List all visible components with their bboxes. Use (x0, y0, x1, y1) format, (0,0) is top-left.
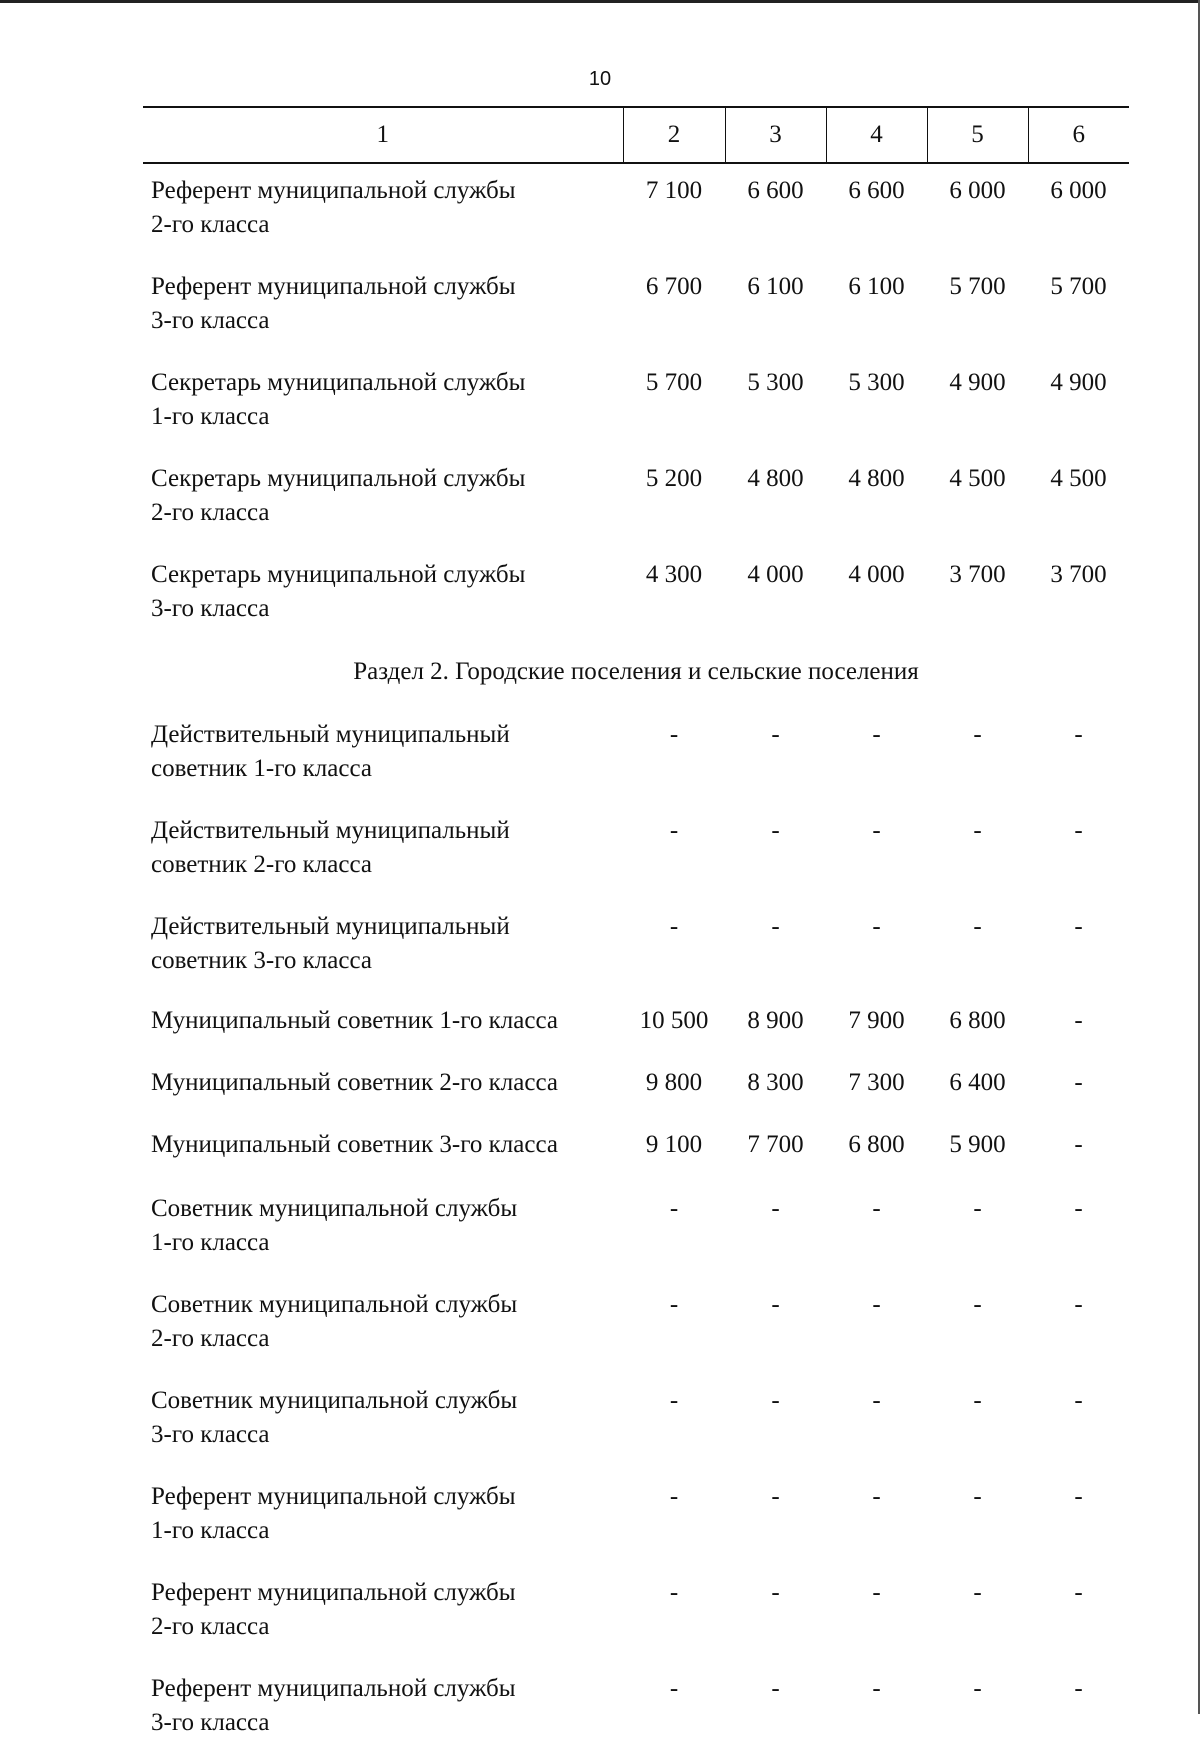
value-col-5: 6 400 (949, 1069, 1006, 1096)
value-col-6: - (1074, 1007, 1083, 1034)
position-name (143, 452, 623, 548)
table-row (143, 1566, 1129, 1662)
value-col-6: - (1074, 1069, 1083, 1096)
table-row (143, 1120, 1129, 1182)
position-name-line: Секретарь муниципальной службы (151, 465, 526, 492)
scan-top-edge (0, 0, 1200, 3)
value-col-4: 7 300 (848, 1069, 905, 1096)
table-row (143, 1278, 1129, 1374)
position-name-line: 2-го класса (151, 499, 270, 526)
value-col-6: - (1074, 1195, 1083, 1222)
header-col-4: 4 (826, 107, 927, 163)
position-name-line: Референт муниципальной службы (151, 1579, 516, 1606)
position-name-line: Действительный муниципальный (151, 913, 510, 940)
position-name (143, 708, 623, 804)
value-col-3: 6 600 (747, 177, 804, 204)
value-col-5: 5 700 (949, 273, 1006, 300)
value-col-2: 5 200 (645, 465, 703, 492)
position-name-line: 2-го класса (151, 1613, 270, 1640)
value-col-6: - (1074, 913, 1083, 940)
value-col-6: 4 900 (1050, 369, 1107, 396)
value-col-2: - (669, 1195, 679, 1222)
position-name-line: Действительный муниципальный (151, 817, 510, 844)
table-row (143, 1662, 1129, 1758)
table-row (143, 548, 1129, 644)
position-name (143, 356, 623, 452)
header-col-5: 5 (927, 107, 1028, 163)
position-name-line: Советник муниципальной службы (151, 1291, 518, 1318)
position-name-line: 2-го класса (151, 211, 270, 238)
value-col-6: 3 700 (1050, 561, 1107, 588)
value-col-2: 9 100 (645, 1131, 703, 1158)
value-col-3: - (771, 721, 780, 748)
value-col-6: - (1074, 1387, 1083, 1414)
value-col-2: - (669, 1291, 679, 1318)
column-number-header (143, 107, 1129, 163)
value-col-2: 4 300 (645, 561, 703, 588)
position-name-line: Муниципальный советник 1-го класса (151, 1007, 558, 1034)
value-col-4: - (872, 913, 881, 940)
value-col-6: - (1074, 1483, 1083, 1510)
position-name-line: Секретарь муниципальной службы (151, 561, 526, 588)
table-row (143, 1058, 1129, 1120)
table-row (143, 708, 1129, 804)
value-col-6: 4 500 (1050, 465, 1107, 492)
value-col-4: 4 000 (848, 561, 905, 588)
value-col-3: - (771, 1195, 780, 1222)
position-name (143, 1470, 623, 1566)
position-name (143, 1662, 623, 1758)
table-row (143, 900, 1129, 996)
value-col-4: - (872, 1195, 881, 1222)
value-col-6: 5 700 (1050, 273, 1107, 300)
value-col-4: - (872, 1675, 881, 1702)
value-col-3: - (771, 913, 780, 940)
value-col-3: 5 300 (747, 369, 804, 396)
value-col-2: - (669, 913, 679, 940)
position-name-line: 1-го класса (151, 1517, 270, 1544)
position-name-line: советник 1-го класса (151, 755, 372, 782)
position-name-line: Референт муниципальной службы (151, 1483, 516, 1510)
value-col-6: - (1074, 1131, 1083, 1158)
value-col-4: 6 800 (848, 1131, 905, 1158)
value-col-2: 6 700 (645, 273, 703, 300)
position-name-line: советник 2-го класса (151, 851, 372, 878)
value-col-4: - (872, 1483, 881, 1510)
position-name-line: Референт муниципальной службы (151, 177, 516, 204)
value-col-6: 6 000 (1050, 177, 1107, 204)
value-col-2: - (669, 817, 679, 844)
table-body (143, 163, 1129, 1758)
value-col-5: - (973, 1483, 982, 1510)
value-col-6: - (1074, 817, 1083, 844)
value-col-4: 5 300 (848, 369, 905, 396)
position-name (143, 1566, 623, 1662)
value-col-3: - (771, 1291, 780, 1318)
table-row (143, 163, 1129, 260)
header-col-2: 2 (623, 107, 725, 163)
value-col-5: - (973, 721, 982, 748)
value-col-5: 5 900 (949, 1131, 1006, 1158)
value-col-2: 7 100 (645, 177, 703, 204)
value-col-4: 4 800 (848, 465, 905, 492)
page-number-text: 10 (588, 68, 612, 90)
value-col-4: 6 600 (848, 177, 905, 204)
value-col-3: - (771, 1483, 780, 1510)
position-name (143, 1374, 623, 1470)
value-col-5: 6 000 (949, 177, 1006, 204)
value-col-4: 6 100 (848, 273, 905, 300)
value-col-5: 4 900 (949, 369, 1006, 396)
section-row (143, 644, 1129, 708)
value-col-5: - (973, 1291, 982, 1318)
position-name (143, 1058, 623, 1120)
value-col-2: 5 700 (645, 369, 703, 396)
table-row (143, 1182, 1129, 1278)
table-row (143, 1374, 1129, 1470)
value-col-2: - (669, 721, 679, 748)
value-col-5: - (973, 817, 982, 844)
value-col-3: - (771, 817, 780, 844)
value-col-3: 8 900 (747, 1007, 804, 1034)
value-col-4: - (872, 817, 881, 844)
position-name-line: Референт муниципальной службы (151, 1675, 516, 1702)
page-number (0, 68, 1200, 91)
position-name-line: Советник муниципальной службы (151, 1387, 518, 1414)
value-col-3: 4 800 (747, 465, 804, 492)
value-col-6: - (1074, 1291, 1083, 1318)
table-row (143, 996, 1129, 1058)
value-col-3: - (771, 1579, 780, 1606)
value-col-5: 3 700 (949, 561, 1006, 588)
position-name-line: 3-го класса (151, 595, 270, 622)
position-name-line: 3-го класса (151, 307, 270, 334)
position-name-line: Муниципальный советник 3-го класса (151, 1131, 558, 1158)
position-name (143, 1182, 623, 1278)
position-name (143, 1278, 623, 1374)
position-name (143, 260, 623, 356)
position-name-line: 2-го класса (151, 1325, 270, 1352)
position-name (143, 1120, 623, 1182)
section-title: Раздел 2. Городские поселения и сельские поселения (353, 658, 919, 685)
table-row (143, 356, 1129, 452)
value-col-3: - (771, 1387, 780, 1414)
position-name-line: Секретарь муниципальной службы (151, 369, 526, 396)
value-col-3: 4 000 (747, 561, 804, 588)
position-name (143, 996, 623, 1058)
value-col-6: - (1074, 1675, 1083, 1702)
value-col-4: - (872, 1291, 881, 1318)
value-col-5: 4 500 (949, 465, 1006, 492)
value-col-5: - (973, 913, 982, 940)
position-name-line: 1-го класса (151, 1229, 270, 1256)
position-name (143, 163, 623, 260)
value-col-3: 8 300 (747, 1069, 804, 1096)
value-col-2: 10 500 (639, 1007, 709, 1034)
value-col-4: - (872, 1579, 881, 1606)
position-name (143, 804, 623, 900)
value-col-4: - (872, 721, 881, 748)
value-col-4: - (872, 1387, 881, 1414)
position-name-line: Действительный муниципальный (151, 721, 510, 748)
value-col-3: - (771, 1675, 780, 1702)
value-col-6: - (1074, 721, 1083, 748)
header-col-1: 1 (143, 107, 623, 163)
value-col-2: - (669, 1387, 679, 1414)
table-row (143, 260, 1129, 356)
salary-table (143, 106, 1129, 1758)
table-row (143, 804, 1129, 900)
value-col-5: - (973, 1195, 982, 1222)
value-col-2: - (669, 1579, 679, 1606)
position-name-line: Референт муниципальной службы (151, 273, 516, 300)
value-col-4: 7 900 (848, 1007, 905, 1034)
value-col-2: - (669, 1483, 679, 1510)
position-name (143, 548, 623, 644)
value-col-2: 9 800 (645, 1069, 703, 1096)
position-name-line: Муниципальный советник 2-го класса (151, 1069, 558, 1096)
position-name-line: 3-го класса (151, 1709, 270, 1736)
value-col-5: 6 800 (949, 1007, 1006, 1034)
position-name-line: 1-го класса (151, 403, 270, 430)
table-row (143, 1470, 1129, 1566)
header-col-3: 3 (725, 107, 826, 163)
header-col-6: 6 (1028, 107, 1129, 163)
table-row (143, 452, 1129, 548)
position-name-line: Советник муниципальной службы (151, 1195, 518, 1222)
position-name (143, 900, 623, 996)
value-col-5: - (973, 1579, 982, 1606)
value-col-3: 6 100 (747, 273, 804, 300)
value-col-5: - (973, 1675, 982, 1702)
value-col-5: - (973, 1387, 982, 1414)
position-name-line: 3-го класса (151, 1421, 270, 1448)
value-col-6: - (1074, 1579, 1083, 1606)
value-col-3: 7 700 (747, 1131, 804, 1158)
position-name-line: советник 3-го класса (151, 947, 372, 974)
value-col-2: - (669, 1675, 679, 1702)
